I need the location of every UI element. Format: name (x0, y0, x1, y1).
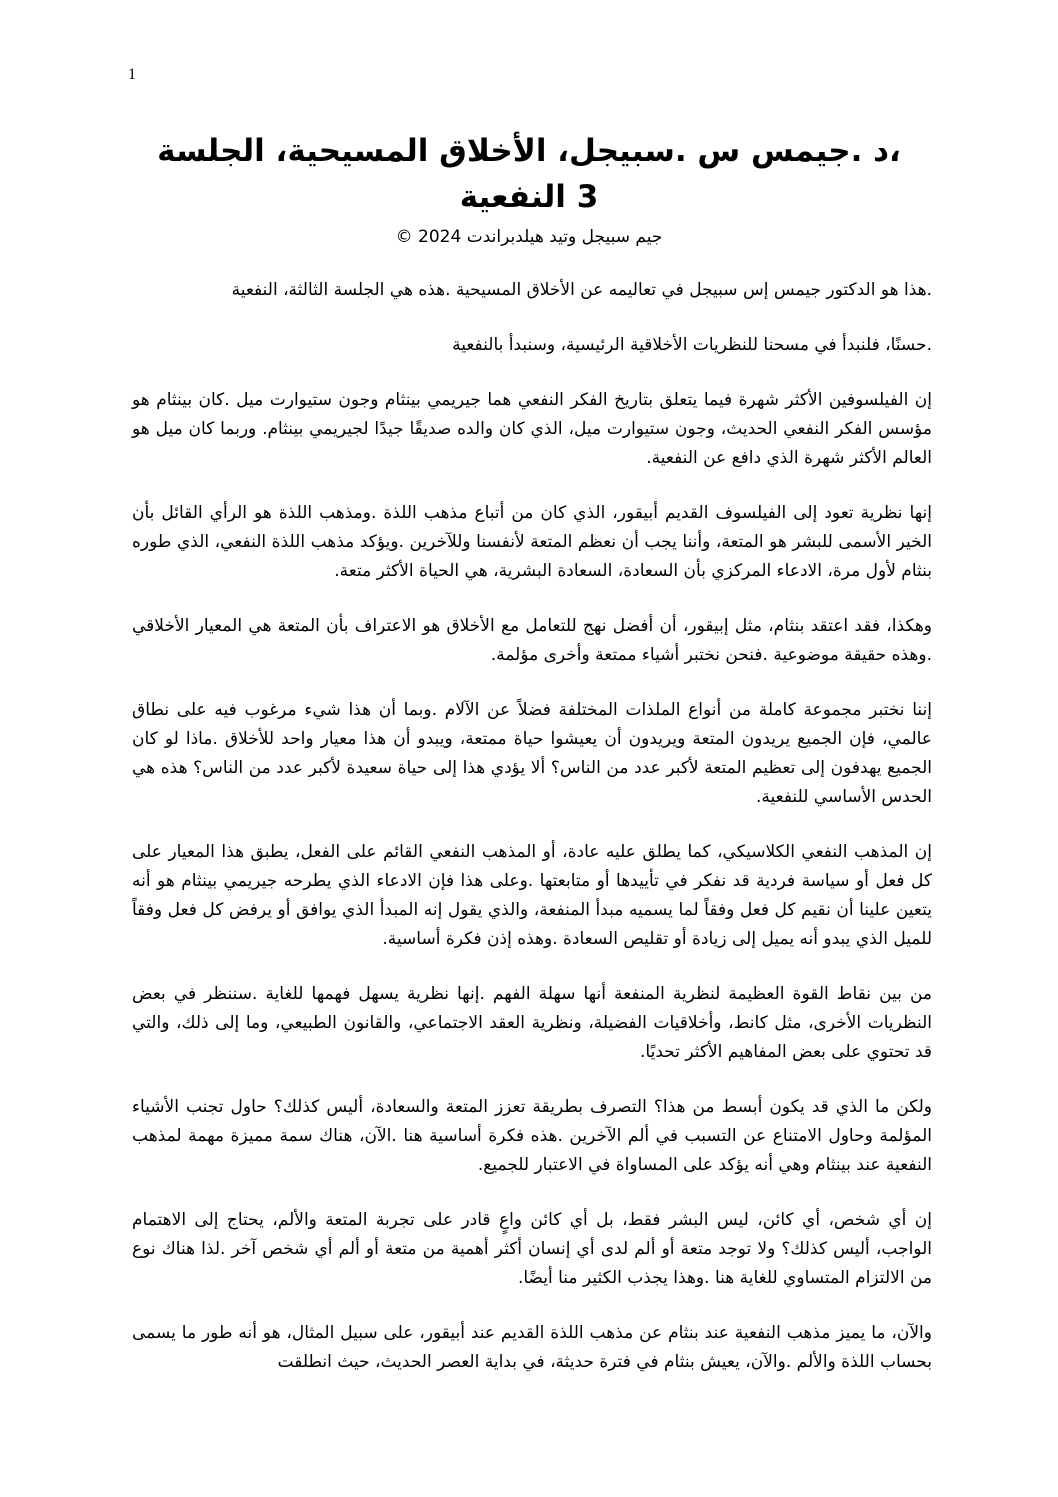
copyright-line: جيم سبيجل وتيد هيلدبراندت 2024 © (395, 227, 663, 247)
paragraph-1: .هذا هو الدكتور جيمس إس سبيجل في تعاليمه عن الأخلاق المسيحية .هذه هي الجلسة الثالثة، النفعية (231, 280, 932, 300)
paragraph-9: ولكن ما الذي قد يكون أبسط من هذا؟ التصرف بطريقة تعزز المتعة والسعادة، أليس كذلك؟ حاول تجنب الأشياء المؤلمة وحاول الامتناع عن التسبب في ألم الآخرين .هذه فكرة أساسية هنا .الآن، هناك سمة مميزة مهمة لمذهب النفعية عند بينثام وهي أنه يؤكد على المساواة في الاعتبار للجميع. (132, 1097, 932, 1175)
paragraph-4: إنها نظرية تعود إلى الفيلسوف القديم أبيقور، الذي كان من أتباع مذهب اللذة .ومذهب اللذة هو الرأي القائل بأن الخير الأسمى للبشر هو المتعة، وأننا يجب أن نعظم المتعة لأنفسنا وللآخرين .ويؤكد مذهب اللذة النفعي، الذي طوره بنثام لأول مرة، الادعاء المركزي بأن السعادة، السعادة البشرية، هي الحياة الأكثر متعة. (132, 503, 932, 581)
page-number: 1 (128, 66, 136, 83)
document-title: ،د .جيمس س .سبيجل، الأخلاق المسيحية، الجلسة 3 النفعية (157, 133, 901, 215)
paragraph-6: إننا نختبر مجموعة كاملة من أنواع الملذات المختلفة فضلاً عن الآلام .وبما أن هذا شيء مرغوب فيه على نطاق عالمي، فإن الجميع يريدون المتعة ويريدون أن يعيشوا حياة ممتعة، ويبدو أن هذا معيار واحد للأخلاق .ماذا لو كان الجميع يهدفون إلى تعظيم المتعة لأكبر عدد من الناس؟ ألا يؤدي هذا إلى حياة سعيدة لأكبر عدد من الناس؟ هذه هي الحدس الأساسي للنفعية. (132, 700, 932, 807)
paragraph-7: إن المذهب النفعي الكلاسيكي، كما يطلق عليه عادة، أو المذهب النفعي القائم على الفعل، يطبق هذا المعيار على كل فعل أو سياسة فردية قد نفكر في تأييدها أو متابعتها .وعلى هذا فإن الادعاء الذي يطرحه جيريمي بينثام هو أنه يتعين علينا أن نقيم كل فعل وفقاً لما يسميه مبدأ المنفعة، والذي يقول إنه المبدأ الذي يوافق أو يرفض كل فعل وفقاً للميل الذي يبدو أنه يميل إلى زيادة أو تقليص السعادة .وهذه إذن فكرة أساسية. (132, 842, 932, 949)
paragraph-2: .حسنًا، فلنبدأ في مسحنا للنظريات الأخلاقية الرئيسية، وسنبدأ بالنفعية (452, 335, 932, 355)
document-body (132, 276, 932, 1403)
paragraph-10: إن أي شخص، أي كائن، ليس البشر فقط، بل أي كائن واعٍ قادر على تجربة المتعة والألم، يحتاج إلى الاهتمام الواجب، أليس كذلك؟ ولا توجد متعة أو ألم لدى أي إنسان أكثر أهمية من متعة أو ألم أي شخص آخر .لذا هناك نوع من الالتزام المتساوي للغاية هنا .وهذا يجذب الكثير منا أيضًا. (132, 1210, 932, 1288)
paragraph-8: من بين نقاط القوة العظيمة لنظرية المنفعة أنها سهلة الفهم .إنها نظرية يسهل فهمها للغاية .سننظر في بعض النظريات الأخرى، مثل كانط، وأخلاقيات الفضيلة، ونظرية العقد الاجتماعي، والقانون الطبيعي، وما إلى ذلك، والتي قد تحتوي على بعض المفاهيم الأكثر تحديًا. (132, 984, 932, 1062)
paragraph-3: إن الفيلسوفين الأكثر شهرة فيما يتعلق بتاريخ الفكر النفعي هما جيريمي بينثام وجون ستيوارت ميل .كان بينثام هو مؤسس الفكر النفعي الحديث، وجون ستيوارت ميل، الذي كان والده صديقًا جيدًا لجيريمي بينثام. وربما كان ميل هو العالم الأكثر شهرة الذي دافع عن النفعية. (132, 390, 932, 468)
paragraph-11: والآن، ما يميز مذهب النفعية عند بنثام عن مذهب اللذة القديم عند أبيقور، على سبيل المثال، هو أنه طور ما يسمى بحساب اللذة والألم .والآن، يعيش بنثام في فترة حديثة، في بداية العصر الحديث، حيث انطلقت (132, 1323, 932, 1372)
paragraph-5: وهكذا، فقد اعتقد بنثام، مثل إبيقور، أن أفضل نهج للتعامل مع الأخلاق هو الاعتراف بأن المتعة هي المعيار الأخلاقي .وهذه حقيقة موضوعية .فنحن نختبر أشياء ممتعة وأخرى مؤلمة. (132, 616, 932, 665)
